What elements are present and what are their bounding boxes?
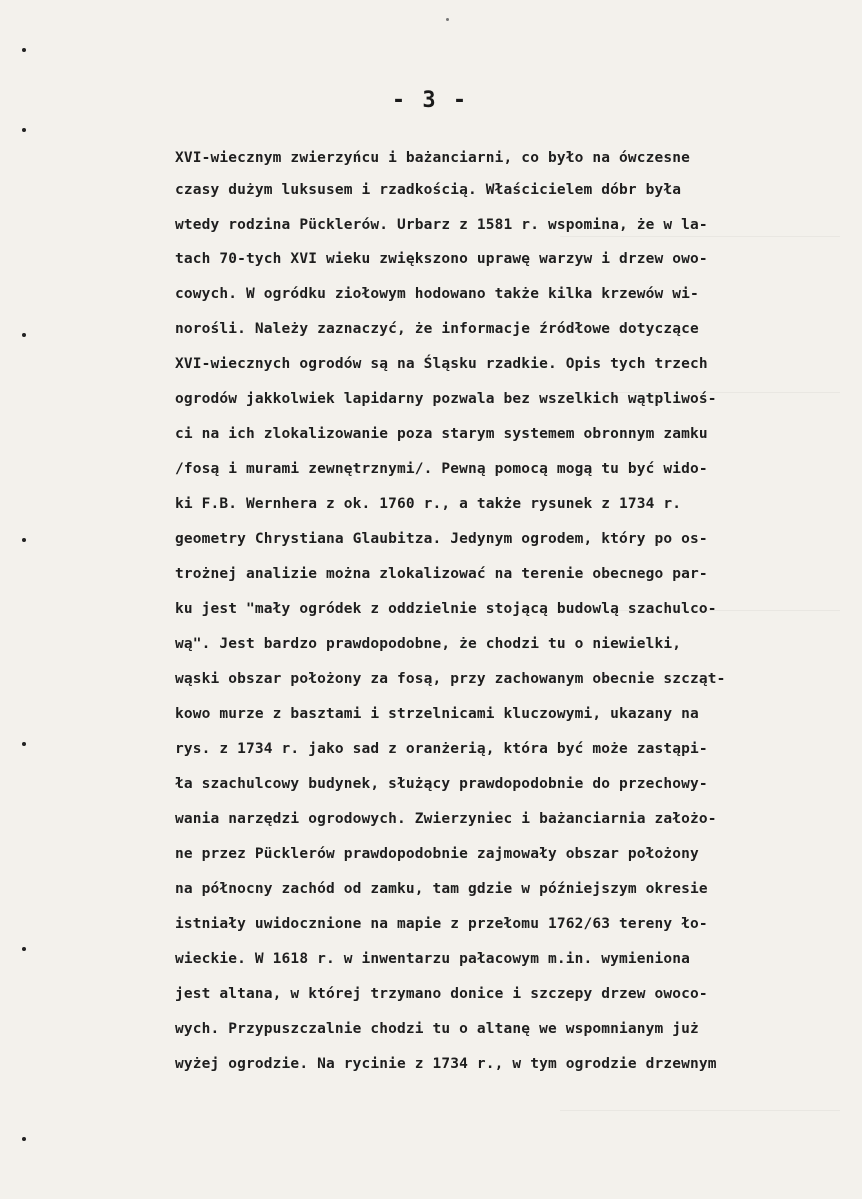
punch-hole-mark: [22, 538, 26, 542]
text-line: cowych. W ogródku ziołowym hodowano także kilka krzewów wi-: [175, 286, 699, 302]
bleed-through-trace: [560, 236, 840, 237]
text-line: jest altana, w której trzymano donice i szczepy drzew owoco-: [175, 986, 708, 1002]
text-line: na północny zachód od zamku, tam gdzie w późniejszym okresie: [175, 881, 708, 897]
scan-speck: [446, 18, 449, 21]
punch-hole-mark: [22, 128, 26, 132]
text-line: XVI-wiecznym zwierzyńcu i bażanciarni, co było na ówczesne: [175, 150, 691, 166]
text-line: ku jest "mały ogródek z oddzielnie stojącą budowlą szachulco-: [175, 601, 717, 617]
punch-hole-mark: [22, 947, 26, 951]
text-line: /fosą i murami zewnętrznymi/. Pewną pomocą mogą tu być wido-: [175, 461, 708, 477]
text-line: norośli. Należy zaznaczyć, że informacje źródłowe dotyczące: [175, 321, 699, 337]
text-line: ła szachulcowy budynek, służący prawdopodobnie do przechowy-: [175, 776, 708, 792]
text-line: kowo murze z basztami i strzelnicami kluczowymi, ukazany na: [175, 706, 699, 722]
text-line: istniały uwidocznione na mapie z przełomu 1762/63 tereny ło-: [175, 916, 708, 932]
text-line: tach 70-tych XVI wieku zwiększono uprawę warzyw i drzew owo-: [175, 251, 708, 267]
text-line: ci na ich zlokalizowanie poza starym systemem obronnym zamku: [175, 426, 708, 442]
text-line: ogrodów jakkolwiek lapidarny pozwala bez wszelkich wątpliwoś-: [175, 391, 717, 407]
text-line: wtedy rodzina Pücklerów. Urbarz z 1581 r. wspomina, że w la-: [175, 217, 708, 233]
punch-hole-mark: [22, 48, 26, 52]
text-line: trożnej analizie można zlokalizować na terenie obecnego par-: [175, 566, 708, 582]
text-line: geometry Chrystiana Glaubitza. Jedynym ogrodem, który po os-: [175, 531, 708, 547]
text-line: wania narzędzi ogrodowych. Zwierzyniec i bażanciarnia założo-: [175, 811, 717, 827]
text-line: rys. z 1734 r. jako sad z oranżerią, która być może zastąpi-: [175, 741, 708, 757]
text-line: wych. Przypuszczalnie chodzi tu o altanę we wspomnianym już: [175, 1021, 699, 1037]
punch-hole-mark: [22, 1137, 26, 1141]
text-line: wąski obszar położony za fosą, przy zachowanym obecnie szcząt-: [175, 671, 726, 687]
bleed-through-trace: [560, 1110, 840, 1111]
page-number: - 3 -: [391, 88, 469, 113]
text-line: ki F.B. Wernhera z ok. 1760 r., a także rysunek z 1734 r.: [175, 496, 682, 512]
text-line: wyżej ogrodzie. Na rycinie z 1734 r., w tym ogrodzie drzewnym: [175, 1056, 717, 1072]
text-line: XVI-wiecznych ogrodów są na Śląsku rzadkie. Opis tych trzech: [175, 356, 708, 372]
punch-hole-mark: [22, 333, 26, 337]
text-line: ne przez Pücklerów prawdopodobnie zajmowały obszar położony: [175, 846, 699, 862]
text-line: wą". Jest bardzo prawdopodobne, że chodzi tu o niewielki,: [175, 636, 682, 652]
text-line: czasy dużym luksusem i rzadkością. Właścicielem dóbr była: [175, 182, 682, 198]
punch-hole-mark: [22, 742, 26, 746]
text-line: wieckie. W 1618 r. w inwentarzu pałacowym m.in. wymieniona: [175, 951, 691, 967]
